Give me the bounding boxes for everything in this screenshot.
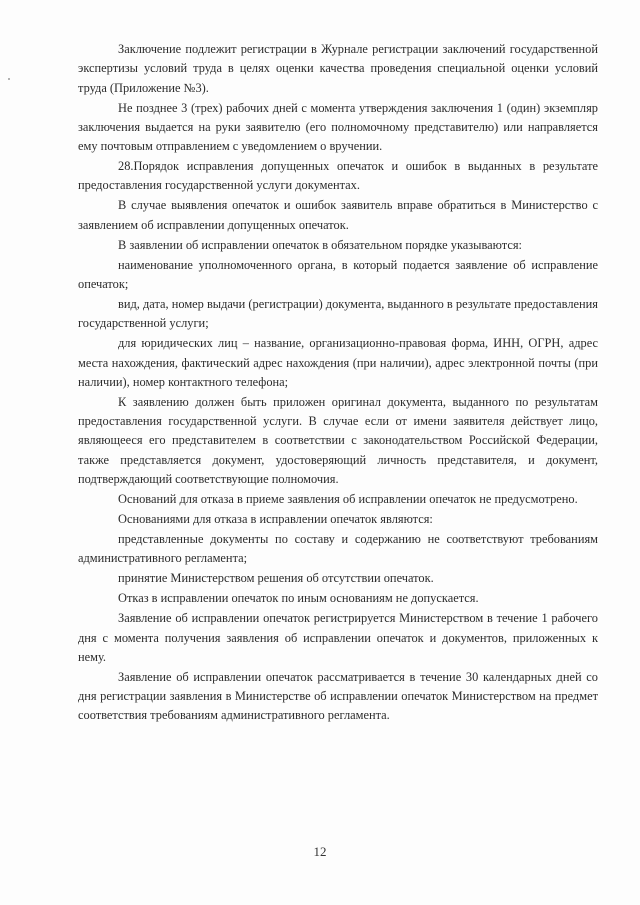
paragraph-document-details: вид, дата, номер выдачи (регистрации) документа, выданного в результате предоставления государственной услуги; (78, 296, 598, 331)
paragraph-refusal-grounds: Основаниями для отказа в исправлении опечаток являются: (118, 512, 433, 526)
paragraph-registration: Заключение подлежит регистрации в Журнале регистрации заключений государственной экспертизы условий труда в целях оценки качества проведения специальной оценки условий труда (Приложение №3). (78, 42, 598, 95)
paragraph-right-to-apply: В случае выявления опечаток и ошибок заявитель вправе обратиться в Министерство с заявлением об исправлении допущенных опечаток. (78, 198, 598, 232)
paragraph-other-refusal: Отказ в исправлении опечаток по иным основаниям не допускается. (118, 591, 479, 606)
paragraph-authority-name: наименование уполномоченного органа, в который подается заявление об исправление опечаток; (78, 257, 598, 291)
paragraph-noncompliance: представленные документы по составу и содержанию не соответствуют требованиям административного регламента; (78, 531, 598, 566)
paragraph-section-28: 28.Порядок исправления допущенных опечаток и ошибок в выданных в результате предоставления государственной услуги документах. (78, 159, 598, 193)
paragraph-attachments: К заявлению должен быть приложен оригинал документа, выданного по результатам предоставления государственной услуги. В случае если от имени заявителя действует лицо, являющееся его представителем в соответствии с законодательством Российской Федерации, также представляется документ, удостоверяющий личность представителя, и документ, подтверждающий соответствующие полномочия. (78, 394, 598, 487)
scan-speck (8, 78, 10, 80)
paragraph-legal-entity: для юридических лиц – название, организационно-правовая форма, ИНН, ОГРН, адрес места нахождения, фактический адрес нахождения (при наличии), адрес электронной почты (при наличии), номер контактного телефона; (78, 336, 598, 389)
paragraph-no-typos: принятие Министерством решения об отсутствии опечаток. (118, 571, 434, 586)
document-body (78, 40, 598, 726)
page-number: 12 (313, 844, 327, 859)
paragraph-no-refusal-grounds: Оснований для отказа в приеме заявления об исправлении опечаток не предусмотрено. (118, 492, 578, 507)
paragraph-review-term: Заявление об исправлении опечаток рассматривается в течение 30 календарных дней со дня регистрации заявления в Министерстве об исправлении опечаток Министерством на предмет соответствия требованиям административного регламента. (78, 669, 598, 723)
paragraph-registration-term: Заявление об исправлении опечаток регистрируется Министерством в течение 1 рабочего дня с момента получения заявления об исправлении опечаток и документов, приложенных к нему. (78, 611, 598, 664)
paragraph-issue-term: Не позднее 3 (трех) рабочих дней с момента утверждения заключения 1 (один) экземпляр заключения выдается на руки заявителю (его полномочному представителю) или направляется ему почтовым отправлением с уведомлением о вручении. (78, 100, 598, 154)
paragraph-required-fields: В заявлении об исправлении опечаток в обязательном порядке указываются: (118, 237, 522, 252)
